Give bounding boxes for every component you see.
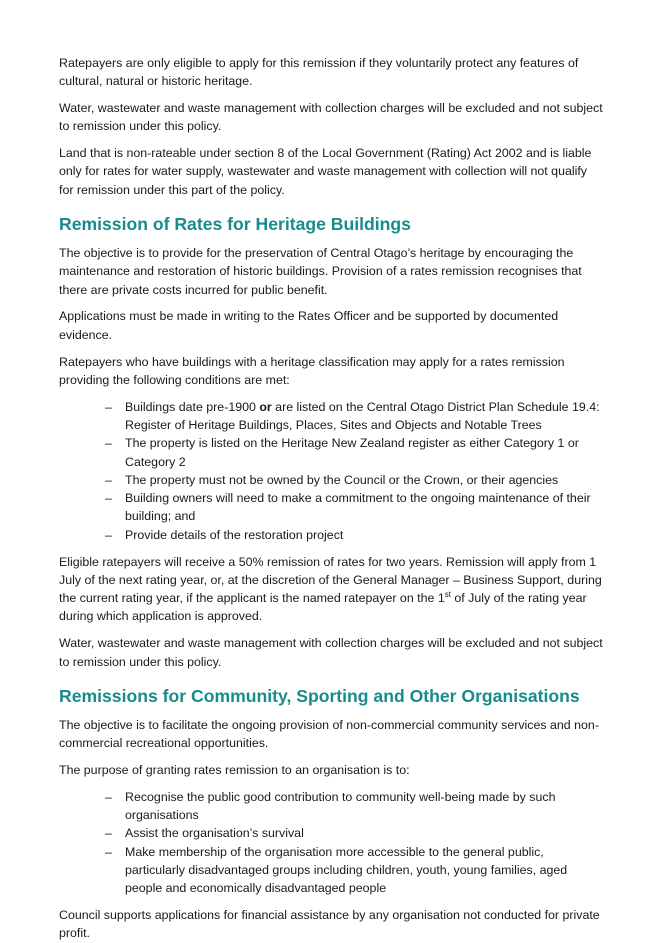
dash-bullet: – — [105, 789, 112, 804]
community-paragraph-2: The purpose of granting rates remission to an organisation is to: — [59, 762, 410, 777]
list-item — [105, 526, 603, 544]
list-item-text: The property is listed on the Heritage New Zealand register as either Category 1 or Category 2 — [125, 436, 579, 469]
dash-bullet: – — [105, 399, 112, 414]
dash-bullet: – — [105, 436, 112, 451]
community-heading: Remissions for Community, Sporting and Other Organisations — [59, 685, 580, 706]
intro-paragraph-1: Ratepayers are only eligible to apply for this remission if they voluntarily protect any features of cultural, natural or historic heritage. — [59, 56, 579, 89]
list-item-text: Provide details of the restoration project — [125, 527, 344, 542]
community-purpose-list — [59, 788, 603, 898]
dash-bullet: – — [105, 472, 112, 487]
community-paragraph-3: Council supports applications for financial assistance by any organisation not conducted for private profit. — [59, 907, 600, 941]
paragraph-text: of July of the rating year during which application is approved. — [59, 591, 587, 624]
list-item — [105, 471, 603, 489]
paragraph-text: Eligible ratepayers will receive a 50% remission of rates for two years. Remission will apply from 1 July of the next rating year, or, at the discretion of the General Manager – Business Support, during the current rating year, if the applicant is the named ratepayer on the 1 — [59, 554, 602, 606]
heritage-paragraph-1: The objective is to provide for the preservation of Central Otago’s heritage by encouraging the maintenance and restoration of historic buildings. Provision of a rates remission recognises that there are private costs incurred for public benefit. — [59, 246, 582, 297]
list-item-text: Recognise the public good contribution to community well-being made by such organisations — [125, 789, 556, 822]
community-paragraph-1: The objective is to facilitate the ongoing provision of non-commercial community services and non-commercial recreational opportunities. — [59, 717, 599, 751]
list-item — [105, 824, 603, 842]
list-item-text: Assist the organisation’s survival — [125, 826, 304, 841]
dash-bullet: – — [105, 826, 112, 841]
list-item — [105, 489, 603, 526]
list-item — [105, 843, 603, 898]
ordinal-suffix: st — [444, 590, 451, 600]
heritage-conditions-list — [59, 398, 603, 544]
intro-paragraph-3: Land that is non-rateable under section 8 of the Local Government (Rating) Act 2002 and is liable only for rates for water supply, wastewater and waste management with collection will not qualify for remission under this part of the policy. — [59, 146, 592, 197]
dash-bullet: – — [105, 491, 112, 506]
heritage-paragraph-2: Applications must be made in writing to the Rates Officer and be supported by documented evidence. — [59, 309, 559, 342]
heritage-paragraph-3: Ratepayers who have buildings with a heritage classification may apply for a rates remission providing the following conditions are met: — [59, 354, 565, 387]
list-item-text: Building owners will need to make a commitment to the ongoing maintenance of their building; and — [125, 491, 591, 524]
intro-paragraph-2: Water, wastewater and waste management with collection charges will be excluded and not subject to remission under this policy. — [59, 101, 603, 134]
dash-bullet: – — [105, 844, 112, 859]
dash-bullet: – — [105, 527, 112, 542]
heritage-paragraph-4 — [59, 553, 603, 626]
heritage-paragraph-5: Water, wastewater and waste management with collection charges will be excluded and not subject to remission under this policy. — [59, 636, 603, 669]
list-item-text: The property must not be owned by the Council or the Crown, or their agencies — [125, 472, 559, 487]
list-item — [105, 434, 603, 471]
list-item-text: Buildings date pre-1900 — [125, 399, 260, 414]
list-item-emphasis: or — [259, 399, 272, 414]
list-item — [105, 398, 603, 435]
list-item-text: are listed on the Central Otago District Plan Schedule 19.4: Register of Heritage Buildings, Places, Sites and Objects and Notable Trees — [125, 399, 600, 432]
list-item — [105, 788, 603, 825]
heritage-heading: Remission of Rates for Heritage Buildings — [59, 214, 411, 235]
list-item-text: Make membership of the organisation more accessible to the general public, particularly disadvantaged groups including children, youth, young families, aged people and economically disadvantaged people — [125, 844, 568, 896]
